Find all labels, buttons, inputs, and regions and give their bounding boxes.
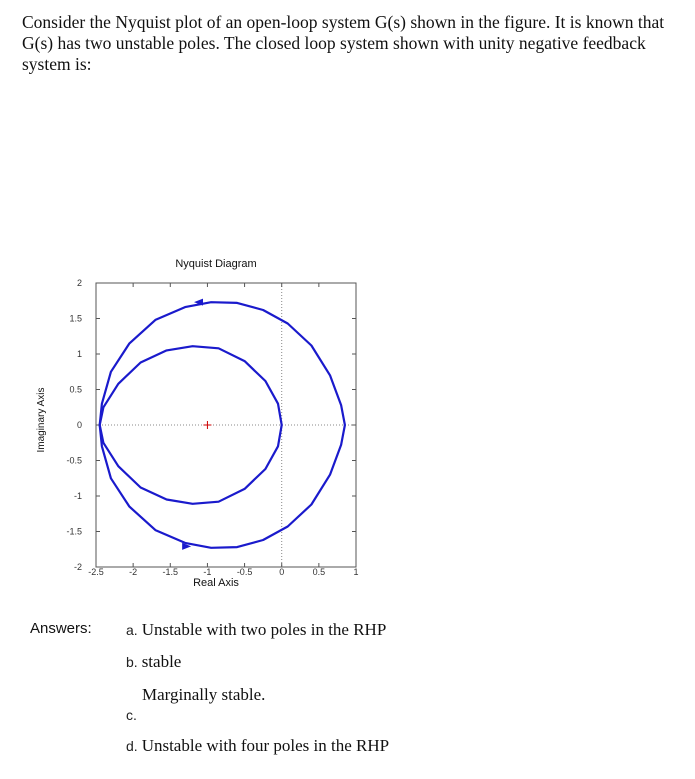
x-tick-label: -1.5: [162, 567, 179, 577]
y-tick-label: 1: [76, 349, 82, 359]
y-tick-label: -2: [73, 562, 82, 572]
answer-option-b-letter: b.: [126, 654, 138, 670]
answer-option-a-letter: a.: [126, 622, 138, 638]
answer-option-d-text: Unstable with four poles in the RHP: [141, 736, 390, 755]
y-tick-label: -1: [73, 491, 82, 501]
x-tick-label: -1: [203, 567, 212, 577]
answer-option-c-letter: c.: [126, 707, 137, 723]
answer-option-c[interactable]: [126, 685, 426, 725]
y-tick-label: -1.5: [66, 526, 82, 537]
x-tick-label: -2: [129, 567, 138, 577]
y-tick-label: -0.5: [66, 455, 82, 466]
answer-option-b-text: stable: [141, 652, 182, 671]
chart-title: Nyquist Diagram: [175, 258, 257, 270]
answers-label: Answers:: [30, 620, 92, 637]
x-tick-label: -0.5: [236, 567, 253, 577]
y-tick-label: 2: [76, 278, 82, 288]
y-tick-label: 0: [76, 420, 82, 430]
question-text: Consider the Nyquist plot of an open-loop system G(s) shown in the figure. It is known that G(s) has two unstable poles. The closed loop system shown with unity negative feedback system is:: [22, 12, 665, 74]
y-axis-label: Imaginary Axis: [36, 387, 47, 453]
answer-option-a[interactable]: [126, 620, 386, 640]
x-tick-label: 1: [353, 567, 359, 577]
x-tick-label: 0.5: [312, 567, 326, 577]
answer-option-c-text: Marginally stable.: [142, 685, 266, 704]
answer-option-d-letter: d.: [126, 738, 138, 754]
x-tick-label: -2.5: [88, 567, 104, 577]
answer-option-d[interactable]: [126, 736, 389, 756]
y-tick-label: 1.5: [69, 313, 82, 324]
y-tick-label: 0.5: [69, 384, 82, 395]
answer-option-a-text: Unstable with two poles in the RHP: [141, 620, 387, 639]
x-axis-label: Real Axis: [193, 577, 239, 589]
answer-option-b[interactable]: [126, 652, 181, 672]
x-tick-label: 0: [279, 567, 285, 577]
